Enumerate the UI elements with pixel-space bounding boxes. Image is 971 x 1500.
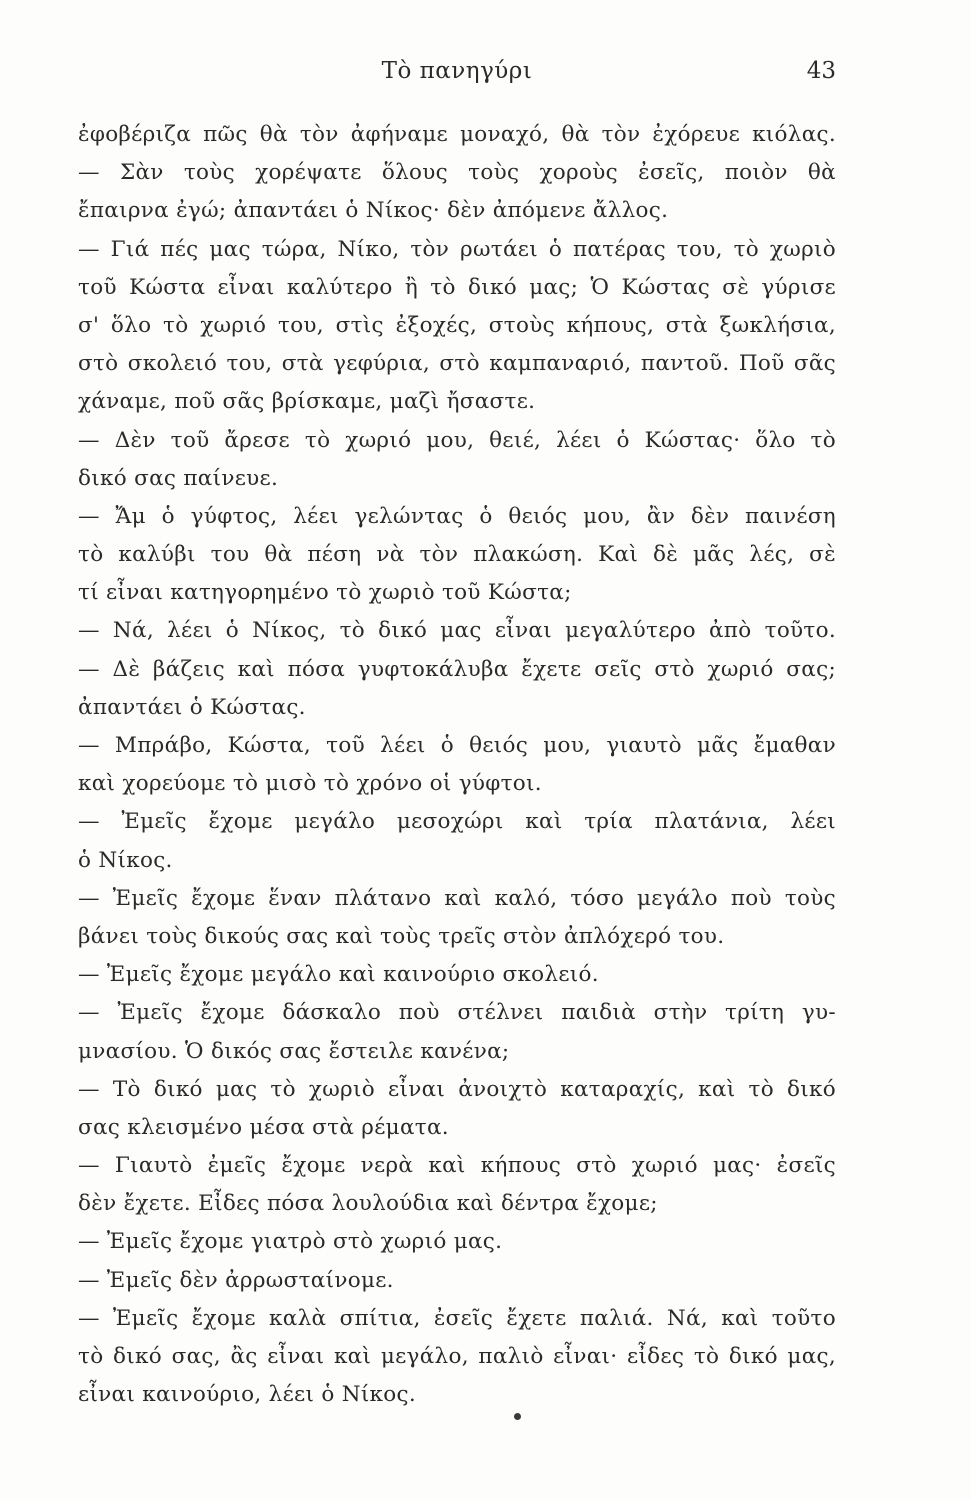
text-line: δὲν ἔχετε. Εἶδες πόσα λουλούδια καὶ δέντρα ἔχομε;: [78, 1191, 658, 1217]
text-line: εἶναι καινούριο, λέει ὁ Νίκος.: [78, 1382, 417, 1408]
text-line: — Ἄμ ὁ γύφτος, λέει γελώντας ὁ θειός μου, ἂν δὲν παινέση: [78, 503, 836, 529]
text-line: σας κλεισμένο μέσα στὰ ρέματα.: [78, 1114, 449, 1140]
text-line: βάνει τοὺς δικούς σας καὶ τοὺς τρεῖς στὸν ἀπλόχερό του.: [78, 923, 725, 949]
text-line: — Δὲν τοῦ ἄρεσε τὸ χωριό μου, θειέ, λέει ὁ Κώστας· ὅλο τὸ: [78, 427, 836, 453]
text-line: — Νά, λέει ὁ Νίκος, τὸ δικό μας εἶναι μεγαλύτερο ἀπὸ τοῦτο.: [78, 618, 836, 644]
text-line: — Ἐμεῖς ἔχομε μεγάλο καὶ καινούριο σκολειό.: [78, 962, 599, 988]
text-line: — Δὲ βάζεις καὶ πόσα γυφτοκάλυβα ἔχετε σεῖς στὸ χωριό σας;: [78, 656, 836, 682]
text-line: — Ἐμεῖς ἔχομε καλὰ σπίτια, ἐσεῖς ἔχετε παλιά. Νά, καὶ τοῦτο: [78, 1305, 836, 1331]
text-line: ἐφοβέριζα πῶς θὰ τὸν ἀφήναμε μοναχό, θὰ τὸν ἐχόρευε κιόλας.: [78, 122, 836, 147]
ink-dot: [514, 1413, 521, 1420]
running-title: Τὸ πανηγύρι: [381, 58, 533, 84]
text-line: — Τὸ δικό μας τὸ χωριὸ εἶναι ἀνοιχτὸ καταραχίς, καὶ τὸ δικό: [78, 1076, 836, 1102]
text-line: — Ἐμεῖς ἔχομε γιατρὸ στὸ χωριό μας.: [78, 1229, 503, 1255]
text-line: τὸ δικό σας, ἂς εἶναι καὶ μεγάλο, παλιὸ εἶναι· εἶδες τὸ δικό μας,: [78, 1344, 836, 1369]
text-line: — Ἐμεῖς ἔχομε δάσκαλο ποὺ στέλνει παιδιὰ στὴν τρίτη γυ-: [78, 1000, 836, 1026]
text-line: μνασίου. Ὁ δικός σας ἔστειλε κανένα;: [78, 1038, 510, 1064]
text-line: τί εἶναι κατηγορημένο τὸ χωριὸ τοῦ Κώστα;: [78, 580, 572, 606]
body-text: [78, 116, 836, 1414]
page-number: 43: [806, 58, 836, 84]
text-line: — Ἐμεῖς ἔχομε ἕναν πλάτανο καὶ καλό, τόσο μεγάλο ποὺ τοὺς: [78, 885, 836, 911]
text-line: — Γιαυτὸ ἐμεῖς ἔχομε νερὰ καὶ κήπους στὸ χωριό μας· ἐσεῖς: [78, 1153, 836, 1179]
text-line: ἔπαιρνα ἐγώ; ἀπαντάει ὁ Νίκος· δὲν ἀπόμενε ἄλλος.: [78, 198, 669, 224]
text-line: — Ἐμεῖς δὲν ἀρρωσταίνομε.: [78, 1267, 394, 1293]
text-line: τὸ καλύβι του θὰ πέση νὰ τὸν πλακώση. Καὶ δὲ μᾶς λές, σὲ: [78, 542, 836, 568]
text-line: ἀπαντάει ὁ Κώστας.: [78, 694, 306, 720]
text-line: χάναμε, ποῦ σᾶς βρίσκαμε, μαζὶ ἤσαστε.: [78, 389, 536, 415]
text-line: στὸ σκολειό του, στὰ γεφύρια, στὸ καμπαναριό, παντοῦ. Ποῦ σᾶς: [78, 351, 836, 377]
text-line: — Σὰν τοὺς χορέψατε ὅλους τοὺς χοροὺς ἐσεῖς, ποιὸν θὰ: [78, 160, 836, 186]
text-line: δικό σας παίνευε.: [78, 465, 279, 491]
text-line: ὁ Νίκος.: [78, 847, 173, 873]
running-head: [78, 58, 836, 92]
text-line: σ' ὅλο τὸ χωριό του, στὶς ἐξοχές, στοὺς κήπους, στὰ ξωκλήσια,: [78, 312, 836, 338]
text-line: τοῦ Κώστα εἶναι καλύτερο ἢ τὸ δικό μας; Ὁ Κώστας σὲ γύρισε: [78, 274, 836, 300]
text-line: — Μπράβο, Κώστα, τοῦ λέει ὁ θειός μου, γιαυτὸ μᾶς ἔμαθαν: [78, 733, 836, 758]
text-line: — Ἐμεῖς ἔχομε μεγάλο μεσοχώρι καὶ τρία πλατάνια, λέει: [78, 809, 836, 835]
text-line: καὶ χορεύομε τὸ μισὸ τὸ χρόνο οἱ γύφτοι.: [78, 771, 542, 797]
text-line: — Γιά πές μας τώρα, Νίκο, τὸν ρωτάει ὁ πατέρας του, τὸ χωριὸ: [78, 236, 836, 262]
